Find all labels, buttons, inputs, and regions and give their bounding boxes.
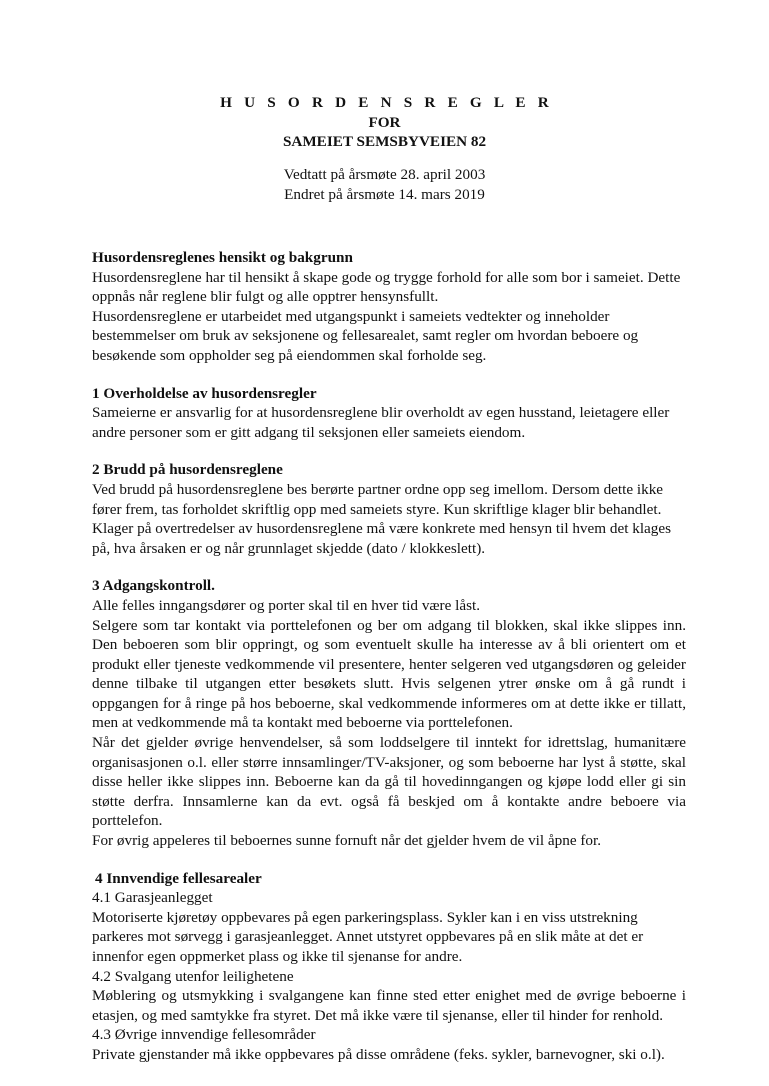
section-1 [92, 384, 686, 443]
subsection-4-2-text: Møblering og utsmykking i svalgangene kan finne sted etter enighet med de øvrige beboerne i etasjen, og med samtykke fra styret. Det må ikke være til sjenanse, eller til hinder for renhold. [92, 987, 686, 1024]
section-3-heading: 3 Adgangskontroll. [92, 577, 215, 595]
section-3-paragraph-1: Alle felles inngangsdører og porter skal til en hver tid være låst. [92, 596, 481, 614]
section-2-text: Ved brudd på husordensreglene bes berørte partner ordne opp seg imellom. Dersom dette ikke fører frem, tas forholdet skriftlig opp med sameiets styre. Kun skriftlige klager blir behandlet. Klager på overtredelser av husordensreglene må være konkrete med hensyn til hvem det klages på, hva årsaken er og når grunnlaget skjedde (dato / klokkeslett). [92, 480, 672, 557]
subsection-4-1-text: Motoriserte kjøretøy oppbevares på egen parkeringsplass. Sykler kan i en viss utstrekning parkeres mot sørvegg i garasjeanlegget. Annet utstyret oppbevares på en slik måte at det er innenfor egen oppmerket plass og ikke til sjenanse for andre. [92, 908, 644, 965]
adopted-date: Vedtatt på årsmøte 28. april 2003 [283, 166, 486, 183]
section-3 [92, 576, 686, 850]
section-3-paragraph-3: Når det gjelder øvrige henvendelser, så som loddselgere til inntekt for idrettslag, humanitære organisasjonen o.l. eller større innsamlinger/TV-aksjoner, og som beboerne har lyst å støtte, skal disse heller ikke slippes inn. Beboerne kan da gå til hovedinngangen og kjøpe lodd eller gi sin støtte derfra. Innsamlerne kan da evt. også få beskjed om å kontakte andre beboere via porttelefon. [92, 734, 686, 830]
document-dates [0, 165, 769, 204]
section-1-heading: 1 Overholdelse av husordensregler [92, 384, 317, 402]
subsection-4-3-title: 4.3 Øvrige innvendige fellesområder [92, 1026, 316, 1044]
subsection-4-2-title: 4.2 Svalgang utenfor leilighetene [92, 967, 294, 985]
subsection-4-1-title: 4.1 Garasjeanlegget [92, 889, 213, 907]
section-1-text: Sameierne er ansvarlig for at husordensreglene blir overholdt av egen husstand, leietagere eller andre personer som er gitt adgang til seksjonen eller sameiets eiendom. [92, 404, 670, 441]
subsection-4-3-text: Private gjenstander må ikke oppbevares på disse områdene (feks. sykler, barnevogner, ski o.l). [92, 1045, 665, 1063]
document-body [92, 248, 686, 1065]
intro-paragraph-1: Husordensreglene har til hensikt å skape gode og trygge forhold for alle som bor i sameiet. Dette oppnås når reglene blir fulgt og alle opptrer hensynsfullt. [92, 268, 681, 306]
title-line-2: FOR [368, 113, 401, 131]
section-2-heading: 2 Brudd på husordensreglene [92, 461, 283, 479]
intro-section [92, 248, 686, 366]
section-4 [92, 869, 686, 1065]
title-line-3: SAMEIET SEMSBYVEIEN 82 [282, 133, 487, 151]
title-line-1: H U S O R D E N S R E G L E R [220, 94, 553, 111]
document-title [0, 93, 769, 152]
intro-paragraph-2: Husordensreglene er utarbeidet med utgangspunkt i sameiets vedtekter og inneholder bestemmelser om bruk av seksjonene og fellesarealet, samt regler om hvordan beboere og besøkende som oppholder seg på eiendommen skal forholde seg. [92, 307, 639, 364]
amended-date: Endret på årsmøte 14. mars 2019 [284, 185, 485, 203]
section-3-paragraph-2: Selgere som tar kontakt via porttelefonen og ber om adgang til blokken, skal ikke slippes inn. Den beboeren som blir oppringt, og som eventuelt skulle ha interesse av å bli orientert om et produkt eller tjeneste vedkommende vil presentere, henter selgeren ved utgangsdøren og geleider denne tilbake til utgangen etter besøkets slutt. Hvis selgenen ytrer ønske om å gå rundt i oppgangen for å ringe på hos beboerne, skal vedkommende informeres om at dette ikke er tillatt, men at vedkommende må ta kontakt med beboerne via porttelefonen. [92, 616, 686, 732]
section-2 [92, 460, 686, 558]
intro-heading: Husordensreglenes hensikt og bakgrunn [92, 249, 353, 266]
section-3-paragraph-4: For øvrig appeleres til beboernes sunne fornuft når det gjelder hvem de vil åpne for. [92, 832, 602, 850]
section-4-heading: 4 Innvendige fellesarealer [95, 869, 262, 887]
